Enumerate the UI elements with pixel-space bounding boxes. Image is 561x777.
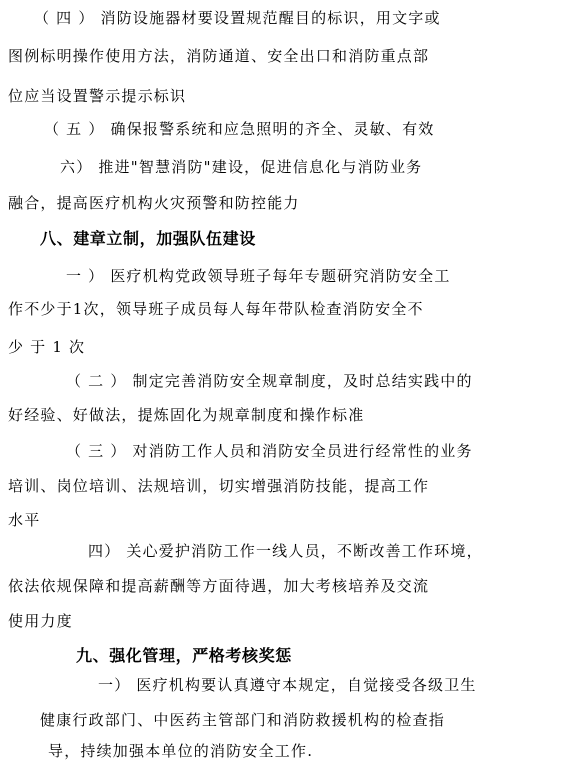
- paragraph-5-line-1: （ 五 ） 确保报警系统和应急照明的齐全、灵敏、有效: [44, 120, 435, 138]
- section-8-item-1-line-1: 一 ） 医疗机构党政领导班子每年专题研究消防安全工: [66, 267, 451, 285]
- paragraph-4-line-2: 图例标明操作使用方法，消防通道、安全出口和消防重点部: [8, 47, 430, 65]
- section-heading-9: 九、强化管理，严格考核奖惩: [76, 646, 292, 665]
- section-9-item-1-line-3: 导，持续加强本单位的消防安全工作.: [48, 742, 314, 760]
- section-8-item-3-line-2: 培训、岗位培训、法规培训，切实增强消防技能，提高工作: [8, 477, 430, 495]
- section-8-item-4-line-3: 使用力度: [8, 612, 73, 630]
- section-8-item-3-line-3: 水平: [8, 511, 41, 529]
- paragraph-6-line-1: 六） 推进"智慧消防"建设，促进信息化与消防业务: [60, 158, 423, 176]
- section-8-item-2-line-1: （ 二 ） 制定完善消防安全规章制度，及时总结实践中的: [66, 372, 473, 390]
- section-8-item-1-line-3: 少 于 1 次: [8, 338, 86, 356]
- section-8-item-4-line-1: 四） 关心爱护消防工作一线人员，不断改善工作环境，: [88, 542, 483, 560]
- section-9-item-1-line-2: 健康行政部门、中医药主管部门和消防救援机构的检查指: [40, 711, 446, 729]
- paragraph-4-line-3: 位应当设置警示提示标识: [8, 87, 187, 105]
- section-8-item-1-line-2: 作不少于1次，领导班子成员每人每年带队检查消防安全不: [8, 300, 424, 318]
- section-9-item-1-line-1: 一） 医疗机构要认真遵守本规定，自觉接受各级卫生: [98, 676, 477, 694]
- section-8-item-2-line-2: 好经验、好做法，提炼固化为规章制度和操作标准: [8, 406, 365, 424]
- section-8-item-4-line-2: 依法依规保障和提高薪酬等方面待遇，加大考核培养及交流: [8, 577, 430, 595]
- paragraph-6-line-2: 融合，提高医疗机构火灾预警和防控能力: [8, 194, 300, 212]
- section-heading-8: 八、建章立制，加强队伍建设: [40, 229, 256, 248]
- section-8-item-3-line-1: （ 三 ） 对消防工作人员和消防安全员进行经常性的业务: [66, 442, 473, 460]
- paragraph-4-line-1: （ 四 ） 消防设施器材要设置规范醒目的标识，用文字或: [34, 9, 441, 27]
